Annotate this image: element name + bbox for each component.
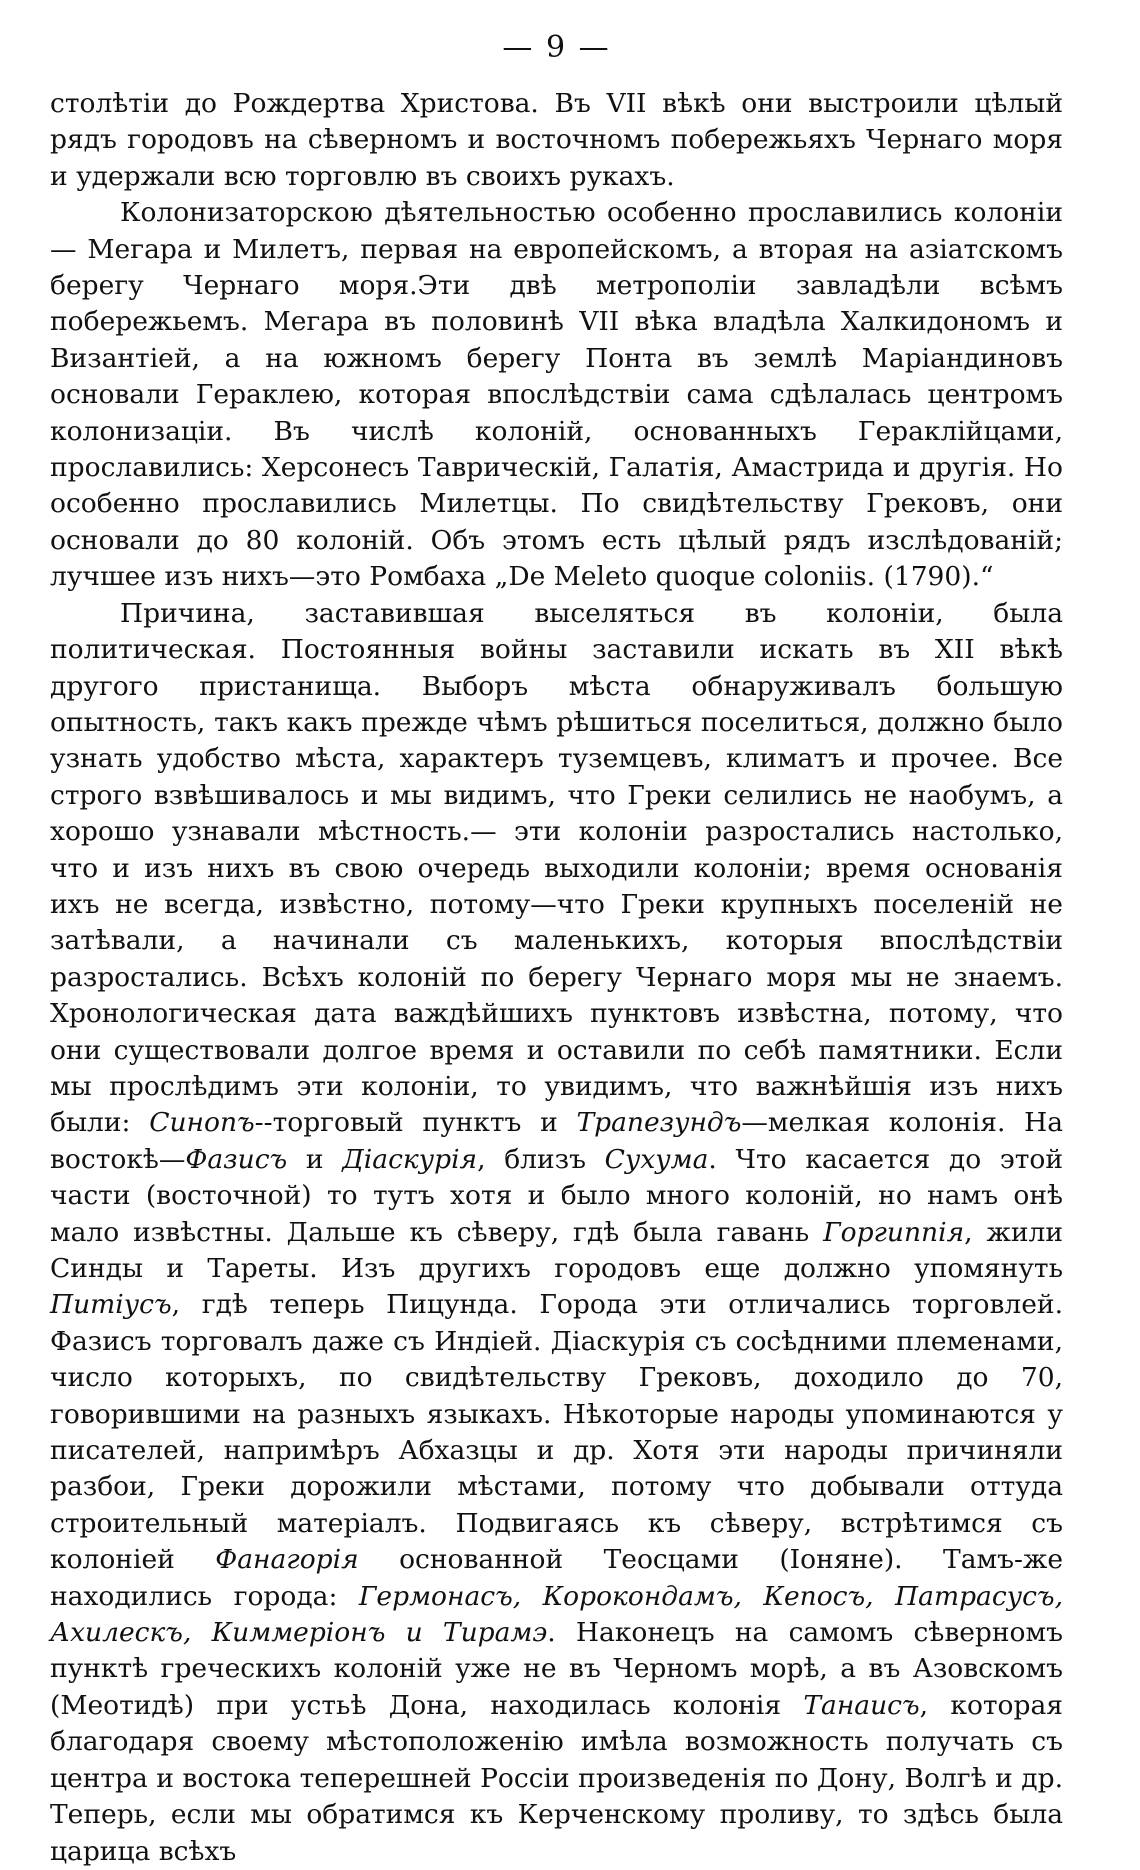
page-number: — 9 —: [502, 30, 611, 65]
paragraph: [50, 86, 1063, 195]
text-body: [50, 86, 1063, 1870]
text-segment: основанной Теосцами (Іоняне). Тамъ-же находились города:: [50, 1544, 1063, 1612]
italic-place-name: Синопъ: [149, 1107, 255, 1139]
italic-place-name: Сухума: [604, 1143, 709, 1175]
text-segment: и: [287, 1143, 343, 1175]
paragraph: [50, 195, 1063, 595]
text-segment: , близъ: [477, 1143, 605, 1175]
book-page: [50, 28, 1063, 1867]
italic-place-name: Питіусъ: [50, 1289, 172, 1321]
text-segment: . Что касается до этой части (восточной) то тутъ хотя и было много колоній, но намъ онѣ мало извѣстны. Дальше къ сѣверу, гдѣ была гавань: [50, 1143, 1063, 1248]
italic-place-name: Танаисъ: [803, 1689, 920, 1721]
text-segment: Колонизаторскою дѣятельностью особенно прославились колоніи— Мегара и Милетъ, первая на европейскомъ, а вторая на азіатскомъ берегу Чернаго моря.Эти двѣ метрополіи завладѣли всѣмъ побережьемъ. Мегара въ половинѣ VII вѣка владѣла Халкидономъ и Византіей, а на южномъ берегу Понта въ землѣ Маріандиновъ основали Гераклею, которая впослѣдствіи сама сдѣлалась центромъ колонизаціи. Въ числѣ колоній, основанныхъ Гераклійцами, прославились: Херсонесъ Таврическій, Галатія, Амастрида и другія. Но особенно прославились Милетцы. По свидѣтельству Грековъ, они основали до 80 колоній. Объ этомъ есть цѣлый рядъ изслѣдованій; лучшее изъ нихъ—это Ромбаха „De Meleto quoque coloniis. (1790).“: [50, 197, 1063, 593]
paragraph: [50, 596, 1063, 1870]
italic-place-name: Фанагорія: [215, 1544, 359, 1576]
text-segment: , гдѣ теперь Пицунда. Города эти отличались торговлей. Фазисъ торговалъ даже съ Индіей. Діаскурія съ сосѣдними племенами, число которыхъ, по свидѣтельству Грековъ, доходило до 70, говорившими на разныхъ языкахъ. Нѣкоторые народы упоминаются у писателей, напримѣръ Абхазцы и др. Хотя эти народы причиняли разбои, Греки дорожили мѣстами, потому что добывали оттуда строительный матеріалъ. Подвигаясь къ сѣверу, встрѣтимся съ колоніей: [50, 1289, 1063, 1576]
italic-place-name: Фазисъ: [185, 1143, 288, 1175]
text-segment: —мелкая колонія. На востокѣ—: [50, 1107, 1063, 1175]
italic-place-name: Діаскурія: [342, 1143, 478, 1175]
text-segment: Причина, заставившая выселяться въ колоніи, была политическая. Постоянныя войны заставили искать въ XII вѣкѣ другого пристанища. Выборъ мѣста обнаруживалъ большую опытность, такъ какъ прежде чѣмъ рѣшиться поселиться, должно было узнать удобство мѣста, характеръ туземцевъ, климатъ и прочее. Все строго взвѣшивалось и мы видимъ, что Греки селились не наобумъ, а хорошо узнавали мѣстность.— эти колоніи разростались настолько, что и изъ нихъ въ свою очередь выходили колоніи; время основанія ихъ не всегда, извѣстно, потому—что Греки крупныхъ поселеній не затѣвали, а начинали съ маленькихъ, которыя впослѣдствіи разростались. Всѣхъ колоній по берегу Чернаго моря мы не знаемъ. Хронологическая дата важдѣйшихъ пунктовъ извѣстна, потому, что они существовали долгое время и оставили по себѣ памятники. Если мы прослѣдимъ эти колоніи, то увидимъ, что важнѣйшія изъ нихъ были:: [50, 597, 1063, 1139]
italic-place-name: Трапезундъ: [576, 1107, 742, 1139]
italic-place-name: Горгиппія: [823, 1216, 965, 1248]
italic-place-name: Гермонасъ, Корокондамъ, Кепосъ, Патрасусъ, Ахилескъ, Киммеріонъ и Тирамэ: [50, 1580, 1063, 1649]
text-segment: . Наконецъ на самомъ сѣверномъ пунктѣ греческихъ колоній уже не въ Черномъ морѣ, а въ Азовскомъ (Меотидѣ) при устьѣ Дона, находилась колонія: [50, 1617, 1063, 1721]
text-segment: , жили Синды и Тареты. Изъ другихъ городовъ еще должно упомянуть: [50, 1216, 1063, 1284]
text-segment: --торговый пунктъ и: [254, 1107, 577, 1139]
text-segment: , которая благодаря своему мѣстоположенію имѣла возможность получать съ центра и востока теперешней Россіи произведенія по Дону, Волгѣ и др. Теперь, если мы обратимся къ Керченскому проливу, то здѣсь была царица всѣхъ: [50, 1689, 1063, 1867]
text-segment: столѣтіи до Рождертва Христова. Въ VII вѣкѣ они выстроили цѣлый рядъ городовъ на сѣверномъ и восточномъ побережьяхъ Чернаго моря и удержали всю торговлю въ своихъ рукахъ.: [50, 88, 1063, 192]
